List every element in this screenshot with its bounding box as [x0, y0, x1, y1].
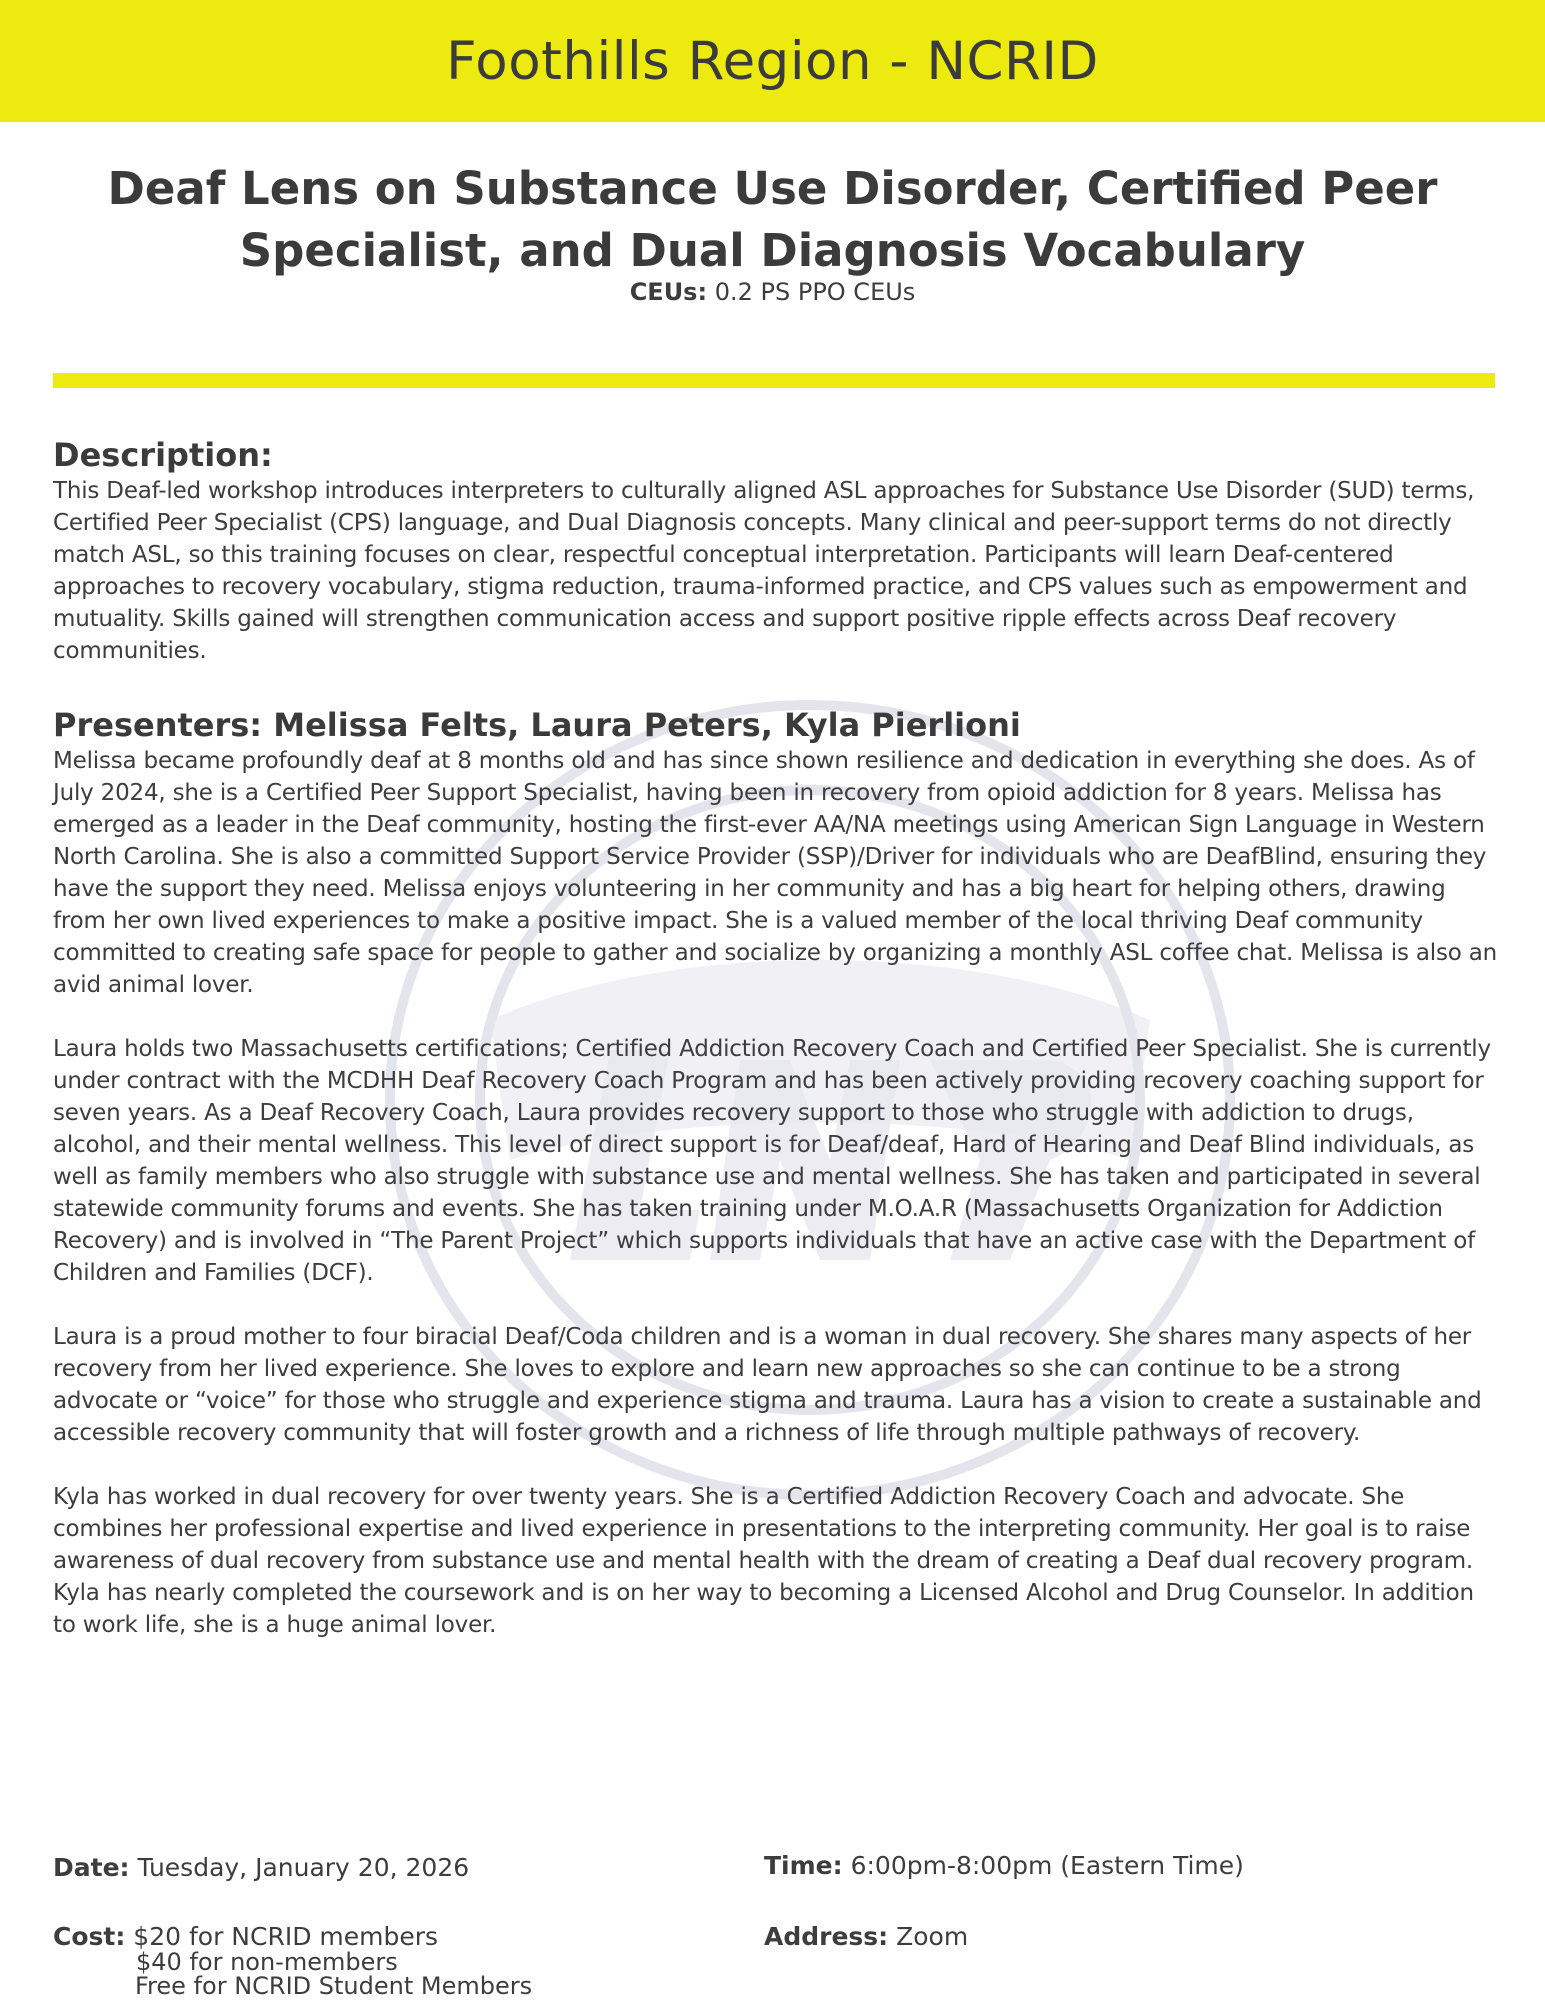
- bio-laura-2: Laura is a proud mother to four biracial Deaf/Coda children and is a woman in dual recovery. She shares many aspects of her recovery from her lived experience. She loves to explore and learn new approaches so she can continue to be a strong advocate or “voice” for those who struggle and experience stigma and trauma. Laura has a vision to create a sustainable and accessible recovery community that will foster growth and a richness of life through multiple pathways of recovery.: [53, 1324, 1482, 1446]
- description-text: This Deaf-led workshop introduces interpreters to culturally aligned ASL approaches for Substance Use Disorder (SUD) terms, Certified Peer Specialist (CPS) language, and Dual Diagnosis concepts. Many clinical and peer-support terms do not directly match ASL, so this training focuses on clear, respectful conceptual interpretation. Participants will learn Deaf-centered approaches to recovery vocabulary, stigma reduction, trauma-informed practice, and CPS values such as empowerment and mutuality. Skills gained will strengthen communication access and support positive ripple effects across Deaf recovery communities.: [53, 478, 1475, 664]
- address-label: Address:: [764, 1922, 889, 1951]
- date-value: Tuesday, January 20, 2026: [129, 1853, 470, 1882]
- time-label: Time:: [764, 1851, 843, 1880]
- cost-line-2: $40 for non-members: [136, 1948, 398, 1976]
- presenters-heading: Presenters: Melissa Felts, Laura Peters, Kyla Pierlioni: [53, 706, 1021, 744]
- ceus-value: 0.2 PS PPO CEUs: [707, 278, 916, 306]
- presenters-section: [53, 705, 1503, 1641]
- cost-label: Cost:: [53, 1922, 126, 1951]
- workshop-title-line-2: Specialist, and Dual Diagnosis Vocabulary: [239, 224, 1306, 277]
- bio-kyla: Kyla has worked in dual recovery for over twenty years. She is a Certified Addiction Recovery Coach and advocate. She combines her professional expertise and lived experience in presentations to the interpreting community. Her goal is to raise awareness of dual recovery from substance use and mental health with the dream of creating a Deaf dual recovery program. Kyla has nearly completed the coursework and is on her way to becoming a Licensed Alcohol and Drug Counselor. In addition to work life, she is a huge animal lover.: [53, 1484, 1474, 1638]
- header-banner: [0, 0, 1545, 122]
- cost-line-1: $20 for NCRID members: [125, 1922, 439, 1951]
- bio-laura-1: Laura holds two Massachusetts certifications; Certified Addiction Recovery Coach and Certified Peer Specialist. She is currently under contract with the MCDHH Deaf Recovery Coach Program and has been actively providing recovery coaching support for seven years. As a Deaf Recovery Coach, Laura provides recovery support to those who struggle with addiction to drugs, alcohol, and their mental wellness. This level of direct support is for Deaf/deaf, Hard of Hearing and Deaf Blind individuals, as well as family members who also struggle with substance use and mental wellness. She has taken and participated in several statewide community forums and events. She has taken training under M.O.A.R (Massachusetts Organization for Addiction Recovery) and is involved in “The Parent Project” which supports individuals that have an active case with the Department of Children and Families (DCF).: [53, 1036, 1491, 1286]
- divider-bar: [53, 373, 1495, 388]
- time-value: 6:00pm-8:00pm (Eastern Time): [842, 1851, 1244, 1880]
- region-title: Foothills Region - NCRID: [446, 30, 1099, 92]
- cost-extra-lines: [53, 1950, 532, 1998]
- ceus-line: [0, 278, 1545, 306]
- description-section: [53, 435, 1503, 667]
- cost-line-3: Free for NCRID Student Members: [135, 1972, 533, 2000]
- address-field: [764, 1921, 968, 1953]
- workshop-title-line-1: Deaf Lens on Substance Use Disorder, Certified Peer: [107, 162, 1438, 215]
- bio-melissa: Melissa became profoundly deaf at 8 months old and has since shown resilience and dedication in everything she does. As of July 2024, she is a Certified Peer Support Specialist, having been in recovery from opioid addiction for 8 years. Melissa has emerged as a leader in the Deaf community, hosting the first-ever AA/NA meetings using American Sign Language in Western North Carolina. She is also a committed Support Service Provider (SSP)/Driver for individuals who are DeafBlind, ensuring they have the support they need. Melissa enjoys volunteering in her community and has a big heart for helping others, drawing from her own lived experiences to make a positive impact. She is a valued member of the local thriving Deaf community committed to creating safe space for people to gather and socialize by organizing a monthly ASL coffee chat. Melissa is also an avid animal lover.: [53, 748, 1497, 998]
- time-field: [764, 1850, 1244, 1882]
- date-label: Date:: [53, 1853, 130, 1882]
- description-heading: Description:: [53, 436, 273, 474]
- workshop-title: [30, 158, 1515, 282]
- date-field: [53, 1852, 469, 1884]
- address-value: Zoom: [888, 1922, 969, 1951]
- ceus-label: CEUs:: [629, 278, 708, 306]
